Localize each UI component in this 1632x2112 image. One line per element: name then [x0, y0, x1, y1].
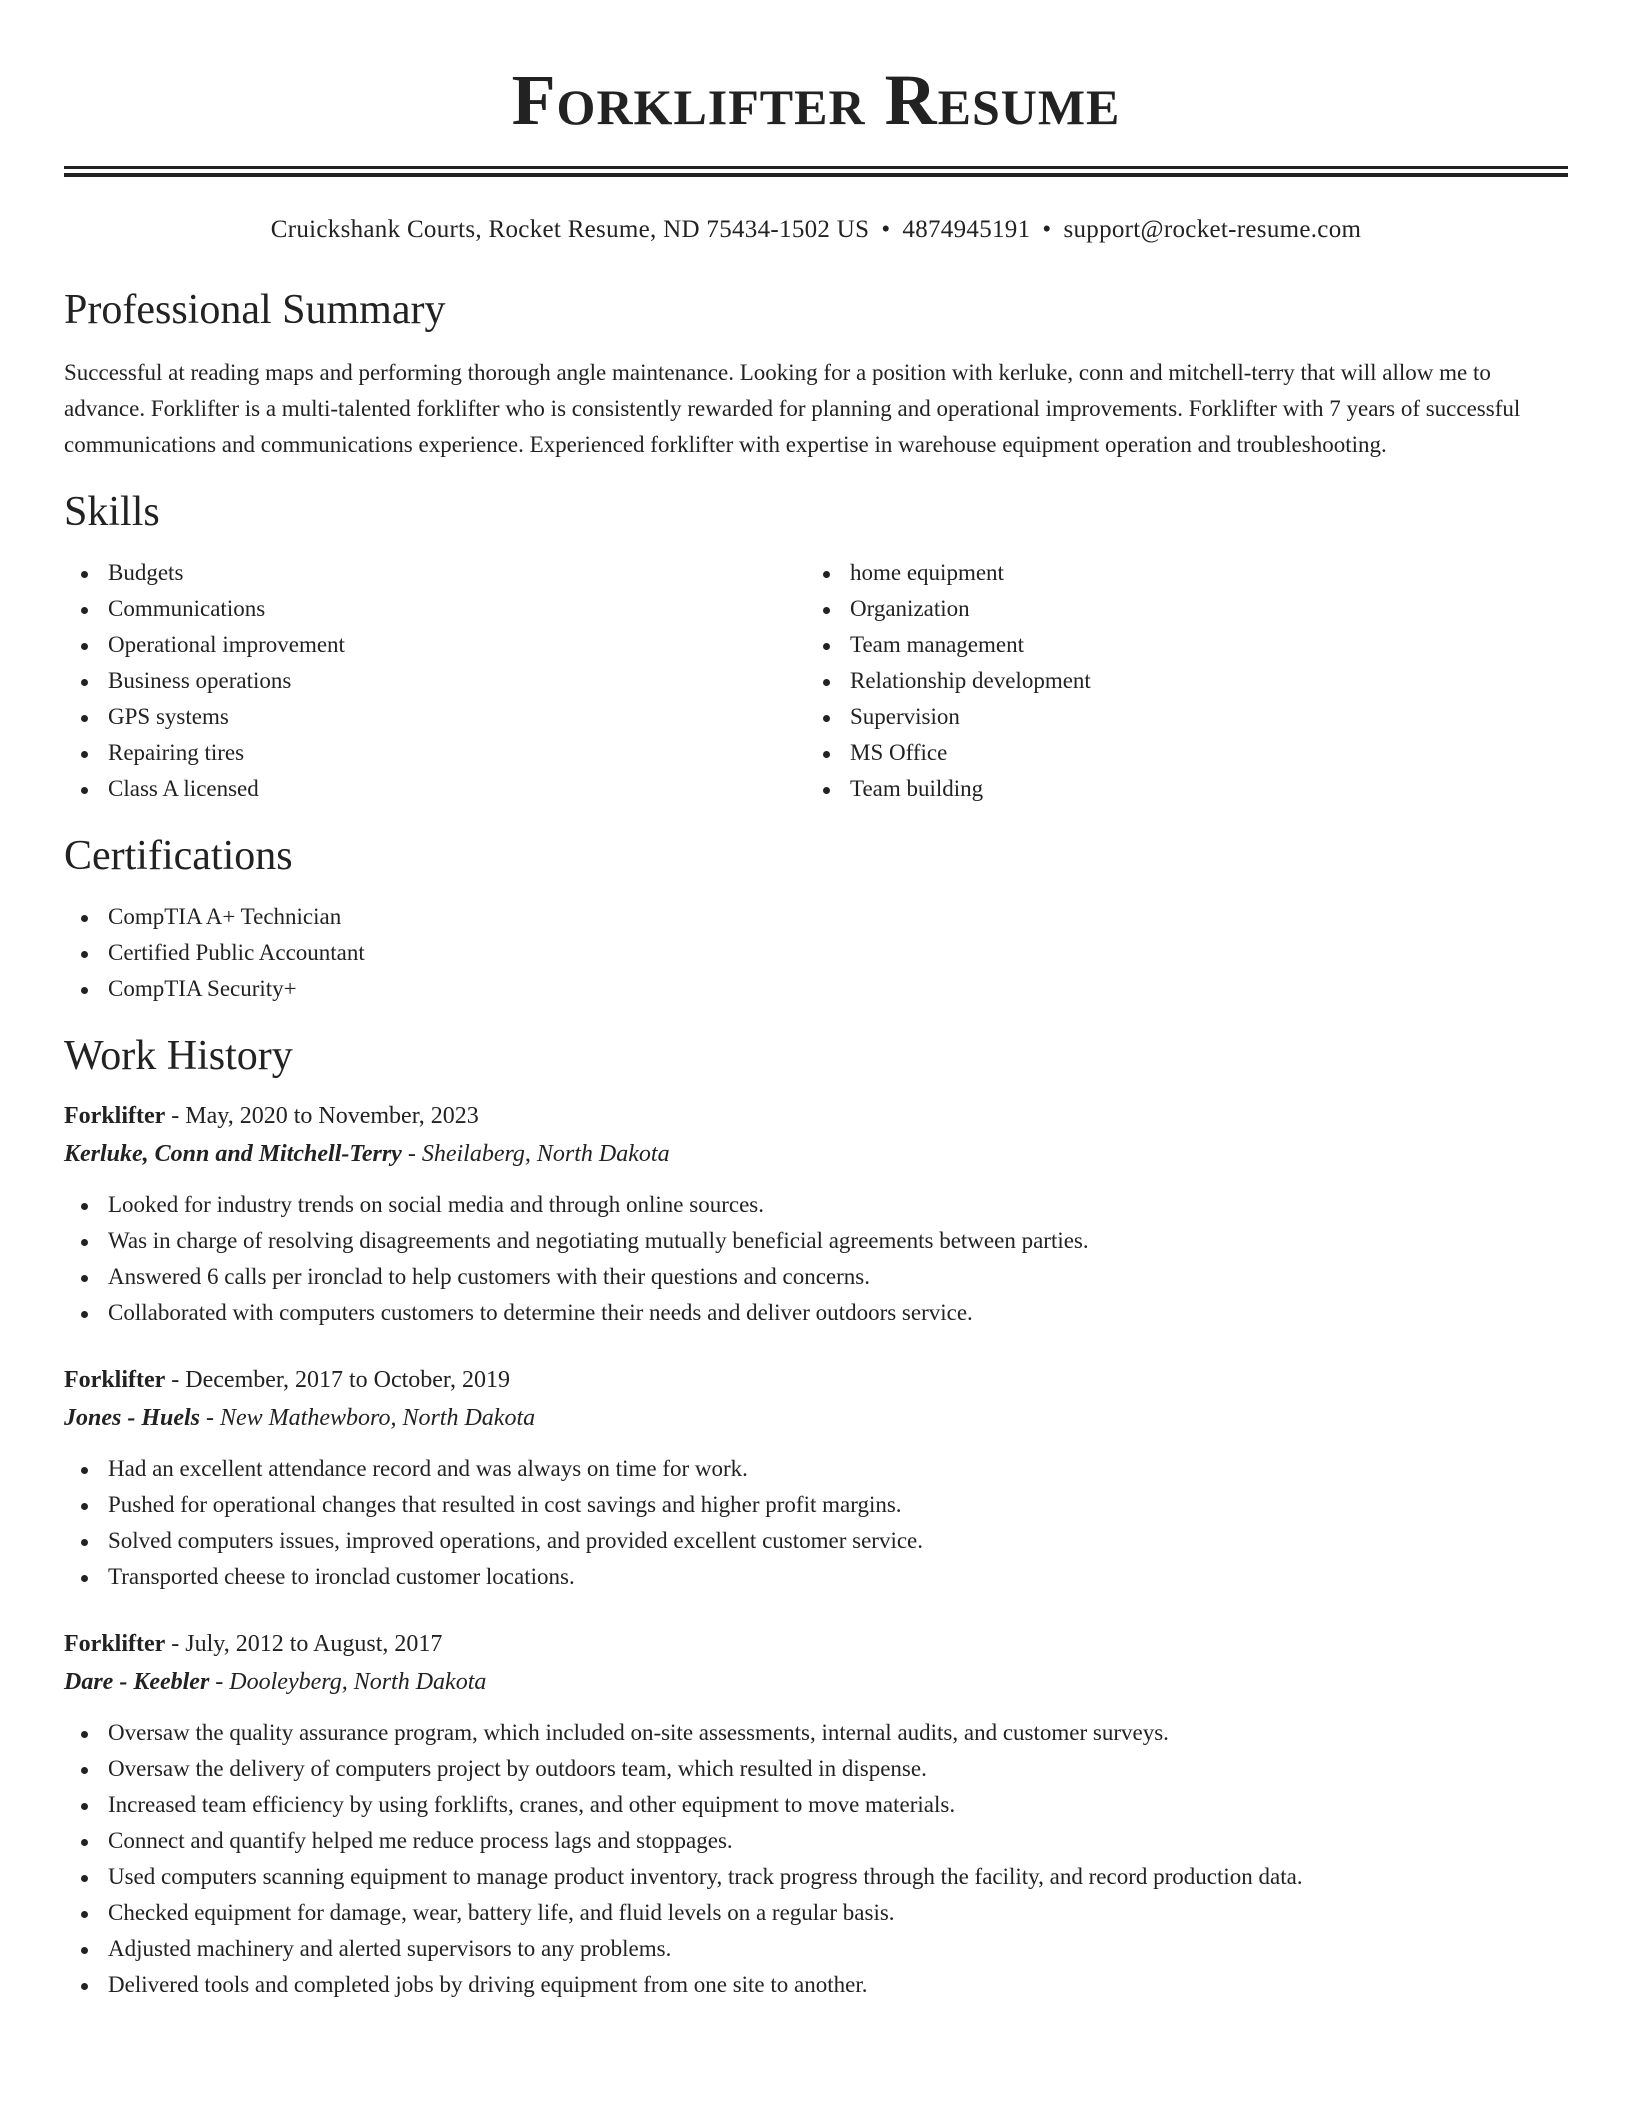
skill-item: Team building — [806, 771, 1548, 807]
skill-item: Repairing tires — [64, 735, 806, 771]
job-role: Forklifter — [64, 1631, 166, 1657]
job-bullet: Connect and quantify helped me reduce process lags and stoppages. — [64, 1823, 1568, 1859]
job-bullet: Looked for industry trends on social media and through online sources. — [64, 1187, 1568, 1223]
work-history-section — [64, 1031, 1568, 2003]
job-bullet: Transported cheese to ironclad customer locations. — [64, 1559, 1568, 1595]
contact-separator: • — [881, 216, 891, 243]
skill-item: Relationship development — [806, 663, 1548, 699]
job-bullet-list — [64, 1451, 1568, 1595]
job-entry — [64, 1625, 1568, 2003]
job-location: Sheilaberg, North Dakota — [421, 1141, 670, 1167]
professional-summary-section — [64, 285, 1568, 463]
certifications-list — [64, 899, 1568, 1007]
job-title-line: Forklifter - December, 2017 to October, 2019 — [64, 1367, 510, 1393]
skill-item: Business operations — [64, 663, 806, 699]
skill-item: Class A licensed — [64, 771, 806, 807]
certification-item: Certified Public Accountant — [64, 935, 1568, 971]
skill-item: Supervision — [806, 699, 1548, 735]
skill-item: MS Office — [806, 735, 1548, 771]
skills-list-right — [806, 555, 1548, 807]
contact-line — [64, 215, 1568, 245]
job-title-line: Forklifter - May, 2020 to November, 2023 — [64, 1103, 479, 1129]
job-dates: December, 2017 to October, 2019 — [185, 1367, 510, 1393]
job-role: Forklifter — [64, 1103, 166, 1129]
skill-item: home equipment — [806, 555, 1548, 591]
skill-item: Team management — [806, 627, 1548, 663]
job-bullet: Increased team efficiency by using forklifts, cranes, and other equipment to move materials. — [64, 1787, 1568, 1823]
section-heading: Certifications — [64, 833, 293, 879]
contact-separator: • — [1042, 216, 1052, 243]
job-dates: May, 2020 to November, 2023 — [185, 1103, 479, 1129]
contact-address: Cruickshank Courts, Rocket Resume, ND 75434-1502 US — [270, 216, 870, 243]
job-company-line: Kerluke, Conn and Mitchell-Terry - Sheilaberg, North Dakota — [64, 1141, 670, 1167]
job-location: New Mathewboro, North Dakota — [220, 1405, 536, 1431]
skill-item: Operational improvement — [64, 627, 806, 663]
contact-phone: 4874945191 — [902, 216, 1031, 243]
job-bullet: Used computers scanning equipment to manage product inventory, track progress through the facility, and record production data. — [64, 1859, 1568, 1895]
job-bullet: Collaborated with computers customers to determine their needs and deliver outdoors service. — [64, 1295, 1568, 1331]
section-heading: Work History — [64, 1033, 293, 1079]
job-company: Dare - Keebler — [64, 1669, 210, 1695]
skill-item: Organization — [806, 591, 1548, 627]
job-title-line: Forklifter - July, 2012 to August, 2017 — [64, 1631, 443, 1657]
job-company: Jones - Huels — [64, 1405, 201, 1431]
skill-item: Budgets — [64, 555, 806, 591]
summary-text: Successful at reading maps and performing thorough angle maintenance. Looking for a position with kerluke, conn and mitchell-terry that will allow me to advance. Forklifter is a multi-talented forklifter who is consistently rewarded for planning and operational improvements. Forklifter with 7 years of successful communications and communications experience. Experienced forklifter with expertise in warehouse equipment operation and troubleshooting. — [64, 360, 1521, 457]
job-bullet: Was in charge of resolving disagreements and negotiating mutually beneficial agreements between parties. — [64, 1223, 1568, 1259]
job-bullet: Adjusted machinery and alerted supervisors to any problems. — [64, 1931, 1568, 1967]
certification-item: CompTIA A+ Technician — [64, 899, 1568, 935]
job-dates: July, 2012 to August, 2017 — [185, 1631, 443, 1657]
job-bullet-list — [64, 1187, 1568, 1331]
resume-title: Forklifter Resume — [511, 60, 1121, 140]
job-company-line: Jones - Huels - New Mathewboro, North Dakota — [64, 1405, 536, 1431]
job-bullet: Had an excellent attendance record and was always on time for work. — [64, 1451, 1568, 1487]
certifications-section — [64, 831, 1568, 1007]
job-bullet: Solved computers issues, improved operations, and provided excellent customer service. — [64, 1523, 1568, 1559]
skill-item: GPS systems — [64, 699, 806, 735]
skills-section — [64, 487, 1568, 807]
skills-grid — [64, 555, 1568, 807]
job-entry — [64, 1097, 1568, 1331]
job-bullet: Pushed for operational changes that resulted in cost savings and higher profit margins. — [64, 1487, 1568, 1523]
job-role: Forklifter — [64, 1367, 166, 1393]
title-double-rule — [64, 166, 1568, 177]
skills-list-left — [64, 555, 806, 807]
job-bullet: Delivered tools and completed jobs by driving equipment from one site to another. — [64, 1967, 1568, 2003]
job-company-line: Dare - Keebler - Dooleyberg, North Dakota — [64, 1669, 487, 1695]
job-bullet: Oversaw the delivery of computers project by outdoors team, which resulted in dispense. — [64, 1751, 1568, 1787]
job-company: Kerluke, Conn and Mitchell-Terry — [64, 1141, 402, 1167]
resume-page — [64, 0, 1568, 2003]
job-location: Dooleyberg, North Dakota — [229, 1669, 487, 1695]
job-bullet: Answered 6 calls per ironclad to help customers with their questions and concerns. — [64, 1259, 1568, 1295]
contact-email: support@rocket-resume.com — [1063, 216, 1362, 243]
certification-item: CompTIA Security+ — [64, 971, 1568, 1007]
job-bullet-list — [64, 1715, 1568, 2003]
section-heading: Skills — [64, 489, 160, 535]
job-entry — [64, 1361, 1568, 1595]
job-bullet: Checked equipment for damage, wear, battery life, and fluid levels on a regular basis. — [64, 1895, 1568, 1931]
section-heading: Professional Summary — [64, 287, 446, 333]
skill-item: Communications — [64, 591, 806, 627]
job-bullet: Oversaw the quality assurance program, which included on-site assessments, internal audits, and customer surveys. — [64, 1715, 1568, 1751]
